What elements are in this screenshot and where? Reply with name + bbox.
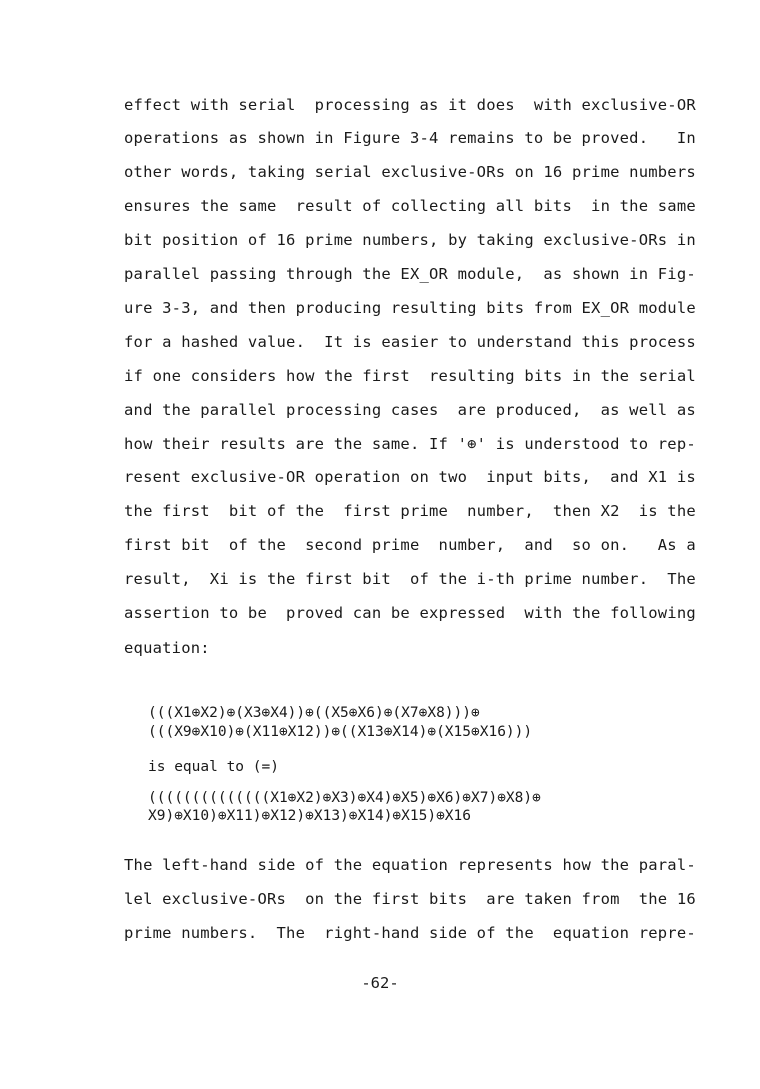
page-number: -62-	[361, 974, 399, 992]
equation-lhs-line-2: (((X9⊕X10)⊕(X11⊕X12))⊕((X13⊕X14)⊕(X15⊕X16)))	[148, 724, 533, 740]
text-line: first bit of the second prime number, and so on. As a	[124, 536, 696, 554]
text-line: equation:	[124, 639, 210, 657]
text-line: and the parallel processing cases are produced, as well as	[124, 401, 696, 419]
text-line: ure 3-3, and then producing resulting bits from EX_OR module	[124, 299, 696, 317]
text-line: The left-hand side of the equation represents how the paral-	[124, 856, 696, 874]
text-line: for a hashed value. It is easier to understand this process	[124, 333, 696, 351]
text-line: resent exclusive-OR operation on two input bits, and X1 is	[124, 468, 696, 486]
text-line: the first bit of the first prime number, then X2 is the	[124, 502, 696, 520]
text-line: how their results are the same. If '⊕' is understood to rep-	[124, 435, 696, 453]
text-line: bit position of 16 prime numbers, by taking exclusive-ORs in	[124, 231, 696, 249]
text-line: other words, taking serial exclusive-ORs on 16 prime numbers	[124, 163, 696, 181]
text-line: ensures the same result of collecting all bits in the same	[124, 197, 696, 215]
equation-rhs-line-1: ((((((((((((((X1⊕X2)⊕X3)⊕X4)⊕X5)⊕X6)⊕X7)⊕X8)⊕	[148, 790, 541, 806]
text-line: lel exclusive-ORs on the first bits are taken from the 16	[124, 890, 696, 908]
equation-rhs-line-2: X9)⊕X10)⊕X11)⊕X12)⊕X13)⊕X14)⊕X15)⊕X16	[148, 808, 472, 824]
text-line: parallel passing through the EX_OR module, as shown in Fig-	[124, 265, 696, 283]
text-line: effect with serial processing as it does with exclusive-OR	[124, 96, 696, 114]
text-line: if one considers how the first resulting bits in the serial	[124, 367, 696, 385]
equation-lhs-line-1: (((X1⊕X2)⊕(X3⊕X4))⊕((X5⊕X6)⊕(X7⊕X8)))⊕	[148, 705, 480, 721]
text-line: operations as shown in Figure 3-4 remains to be proved. In	[124, 129, 696, 147]
text-line: prime numbers. The right-hand side of the equation repre-	[124, 924, 696, 942]
text-line: assertion to be proved can be expressed with the following	[124, 604, 696, 622]
equation-equals-text: is equal to (=)	[148, 759, 279, 775]
text-line: result, Xi is the first bit of the i-th prime number. The	[124, 570, 696, 588]
